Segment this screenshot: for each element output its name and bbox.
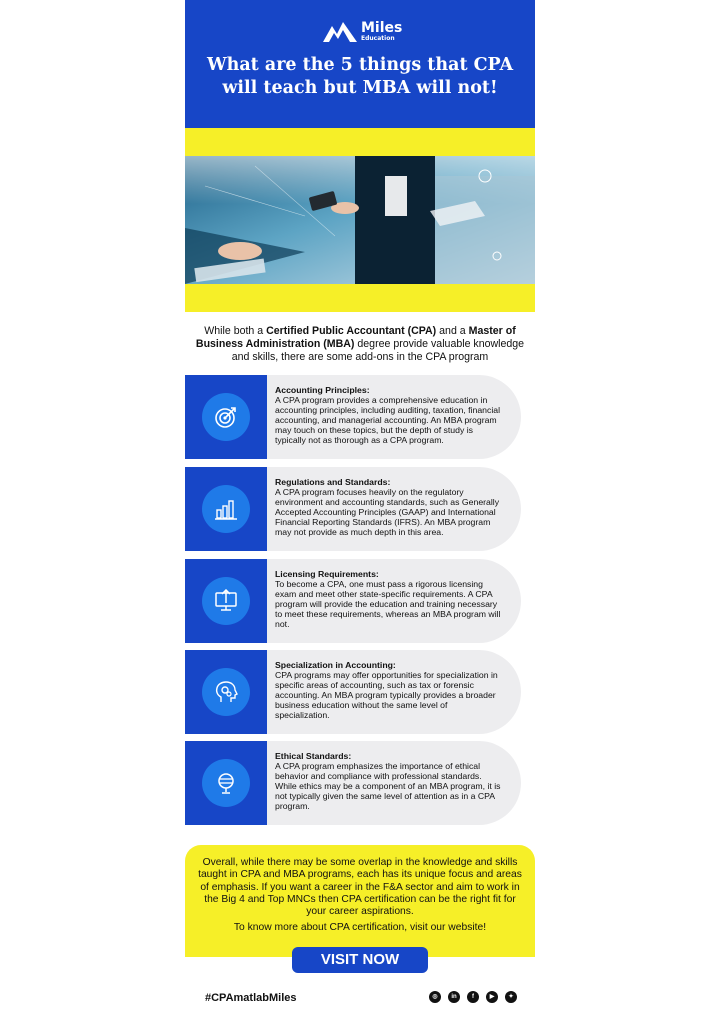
hashtag: #CPAmatlabMiles xyxy=(205,992,297,1004)
item-heading: Specialization in Accounting: xyxy=(275,660,396,670)
globe-stand-icon xyxy=(214,771,238,795)
item-text xyxy=(275,569,501,629)
item-heading: Regulations and Standards: xyxy=(275,477,391,487)
miles-logo xyxy=(323,17,402,45)
conclusion-text: Overall, while there may be some overlap in the knowledge and skills taught in CPA and MBA programs, each has its unique focus and areas of emphasis. If you want a career in the F&A sector and aim to work in the Big 4 and Top MNCs then CPA certification can be the right fit for your career aspirations. xyxy=(198,857,522,918)
item-heading: Accounting Principles: xyxy=(275,385,370,395)
youtube-icon[interactable]: ▶ xyxy=(486,991,498,1003)
item-icon-circle xyxy=(202,485,250,533)
item-body: A CPA program provides a comprehensive education in accounting principles, including auditing, taxation, financial accounting, and managerial accounting. An MBA program may touch on these topics, but the depth of study is typically not as thorough as a CPA program. xyxy=(275,395,501,445)
list-item xyxy=(185,467,521,551)
infographic xyxy=(185,0,535,1018)
yellow-band-top xyxy=(185,128,535,156)
logo-subtitle: Education xyxy=(361,34,395,42)
logo-name: Miles xyxy=(361,19,403,36)
item-heading: Ethical Standards: xyxy=(275,751,352,761)
item-body: CPA programs may offer opportunities for specialization in specific areas of accounting, such as tax or forensic accounting. An MBA program typically provides a broader business education without the same level of specialization. xyxy=(275,670,498,720)
item-icon-panel xyxy=(185,741,267,825)
bar-chart-icon xyxy=(214,497,238,521)
item-body: A CPA program focuses heavily on the regulatory environment and accounting standards, such as Generally Accepted Accounting Principles (GAAP) and International Financial Reporting Standards (IFRS). An MBA program may not provide as much depth in this area. xyxy=(275,487,500,537)
twitter-icon[interactable]: ✦ xyxy=(505,991,517,1003)
list-item xyxy=(185,375,521,459)
item-icon-panel xyxy=(185,650,267,734)
yellow-band-bottom xyxy=(185,284,535,312)
list-item xyxy=(185,650,521,734)
item-icon-circle xyxy=(202,759,250,807)
target-icon xyxy=(214,405,238,429)
conclusion-box xyxy=(185,845,535,957)
item-body: To become a CPA, one must pass a rigorous licensing exam and meet other state-specific requirements. A CPA program will provide the education and training necessary to meet these requirements, whereas an MBA program will not. xyxy=(275,579,501,629)
item-icon-panel xyxy=(185,467,267,551)
page-title: What are the 5 things that CPA will teach but MBA will not! xyxy=(206,55,514,98)
intro-cpa: Certified Public Accountant (CPA) xyxy=(266,325,437,337)
item-icon-circle xyxy=(202,577,250,625)
list-item xyxy=(185,559,521,643)
instagram-icon[interactable]: ◎ xyxy=(429,991,441,1003)
item-text xyxy=(275,751,501,811)
facebook-icon[interactable]: f xyxy=(467,991,479,1003)
item-text xyxy=(275,660,501,720)
item-icon-circle xyxy=(202,668,250,716)
intro-paragraph xyxy=(193,325,527,364)
item-text xyxy=(275,385,501,445)
intro-text: and a xyxy=(436,325,469,337)
head-gears-icon xyxy=(214,680,238,704)
social-links xyxy=(429,991,524,1003)
intro-mba: Master of Business Administration (MBA) xyxy=(195,325,516,350)
item-icon-panel xyxy=(185,375,267,459)
item-text xyxy=(275,477,501,537)
mountain-logo-icon xyxy=(323,20,357,42)
monitor-upload-icon xyxy=(214,589,238,613)
item-body: A CPA program emphasizes the importance of ethical behavior and compliance with professional standards. While ethics may be a component of an MBA program, it is not typically given the same level of attention as in a CPA program. xyxy=(275,761,501,811)
intro-text: degree provide valuable knowledge and skills, there are some add-ons in the CPA program xyxy=(231,338,525,363)
website-prompt: To know more about CPA certification, visit our website! xyxy=(233,922,487,933)
business-photo xyxy=(185,156,535,284)
intro-text: While both a xyxy=(204,325,267,337)
item-heading: Licensing Requirements: xyxy=(275,569,379,579)
list-item xyxy=(185,741,521,825)
header-banner xyxy=(185,0,535,128)
visit-now-button[interactable]: VISIT NOW xyxy=(292,947,428,973)
item-icon-circle xyxy=(202,393,250,441)
item-icon-panel xyxy=(185,559,267,643)
linkedin-icon[interactable]: in xyxy=(448,991,460,1003)
